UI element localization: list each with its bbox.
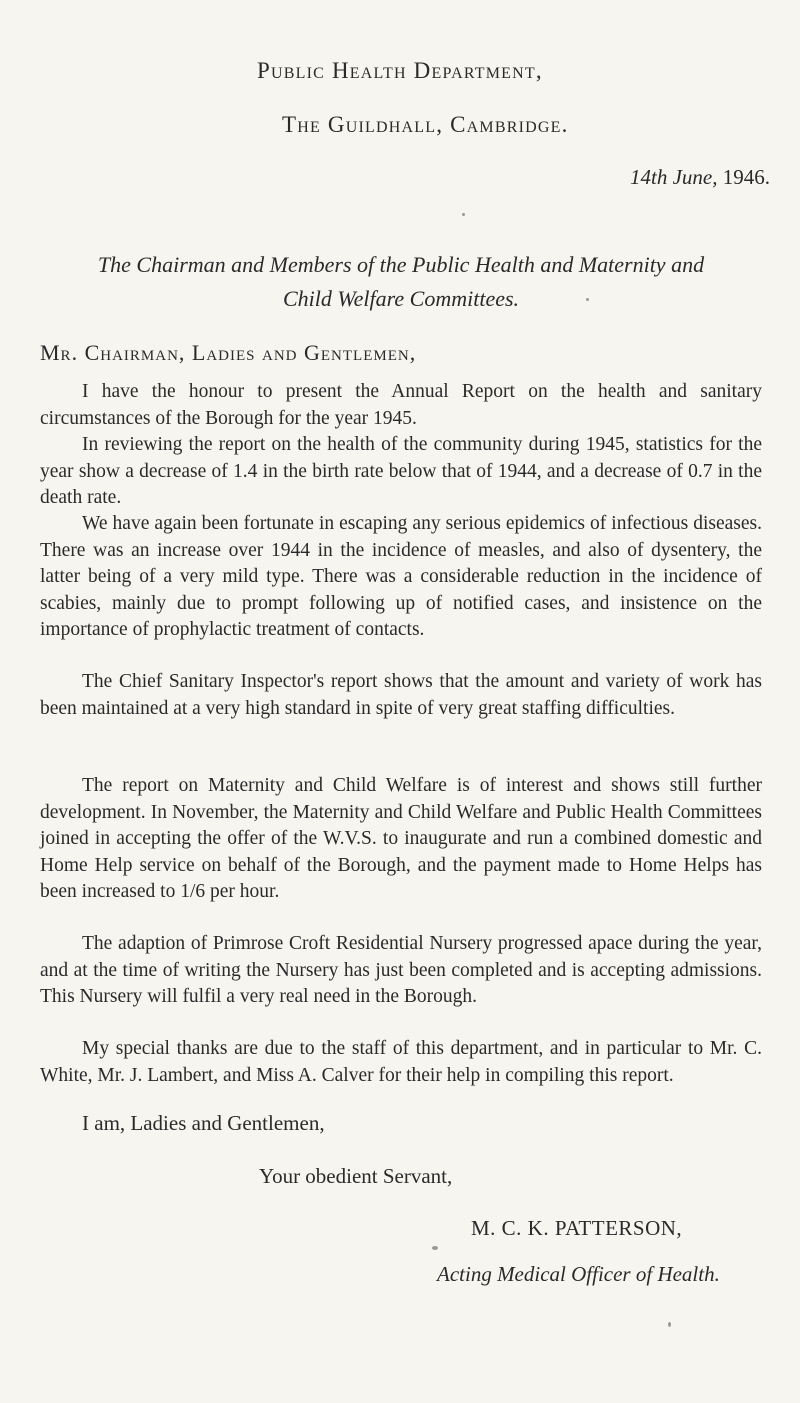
paragraph-5-block bbox=[40, 773, 762, 906]
paragraph-4-block bbox=[40, 669, 762, 722]
letter-date bbox=[630, 165, 770, 190]
department-heading: Public Health Department, bbox=[257, 58, 543, 83]
paragraph-7-block bbox=[40, 1036, 762, 1089]
paragraph-5: The report on Maternity and Child Welfare is of interest and shows still further development. In November, the Maternity and Child Welfare and Public Health Committees joined in accepting the offer of the W.V.S. to inaugurate and run a combined domestic and Home Help service on behalf of the Borough, and the payment made to Home Helps has been increased to 1/6 per hour. bbox=[40, 775, 762, 902]
paragraph-4: The Chief Sanitary Inspector's report shows that the amount and variety of work has been maintained at a very high standard in spite of very great staffing difficulties. bbox=[40, 671, 762, 719]
signer-title: Acting Medical Officer of Health. bbox=[437, 1262, 720, 1286]
paper-speck bbox=[432, 1246, 438, 1250]
paper-speck bbox=[462, 213, 465, 216]
signer-name: M. C. K. PATTERSON, bbox=[471, 1216, 683, 1240]
paper-speck bbox=[586, 298, 589, 301]
salutation: Mr. Chairman, Ladies and Gentlemen, bbox=[40, 340, 417, 365]
paragraph-6-block bbox=[40, 931, 762, 1011]
addressee-line-1: The Chairman and Members of the Public Health and Maternity and bbox=[97, 252, 705, 277]
paragraph-6: The adaption of Primrose Croft Residential Nursery progressed apace during the year, and at the time of writing the Nursery has just been completed and is accepting admissions. This Nursery will fulfil a very real need in the Borough. bbox=[40, 933, 762, 1007]
addressee-block bbox=[40, 248, 762, 316]
paragraph-1: I have the honour to present the Annual Report on the health and sanitary circumstances of the Borough for the year 1945. bbox=[40, 381, 762, 429]
addressee-line-2: Child Welfare Committees. bbox=[282, 286, 520, 311]
closing-line-1: I am, Ladies and Gentlemen, bbox=[82, 1111, 325, 1135]
opening-paragraphs bbox=[40, 379, 762, 512]
address-heading: The Guildhall, Cambridge. bbox=[282, 112, 569, 137]
paper-speck bbox=[668, 1322, 671, 1327]
date-year: 1946. bbox=[717, 165, 770, 189]
closing-line-2: Your obedient Servant, bbox=[259, 1164, 453, 1188]
paragraph-3: We have again been fortunate in escaping any serious epidemics of infectious diseases. There was an increase over 1944 in the incidence of measles, and also of dysentery, the latter being of a very mild type. There was a considerable reduction in the incidence of scabies, mainly due to prompt following up of notified cases, and insistence on the importance of prophylactic treatment of contacts. bbox=[40, 513, 762, 640]
paragraph-3-block bbox=[40, 511, 762, 644]
paragraph-2: In reviewing the report on the health of the community during 1945, statistics for the year show a decrease of 1.4 in the birth rate below that of 1944, and a decrease of 0.7 in the death rate. bbox=[40, 434, 762, 508]
date-day: 14th June, bbox=[630, 165, 718, 189]
paragraph-7: My special thanks are due to the staff of this department, and in particular to Mr. C. White, Mr. J. Lambert, and Miss A. Calver for their help in compiling this report. bbox=[40, 1038, 762, 1086]
